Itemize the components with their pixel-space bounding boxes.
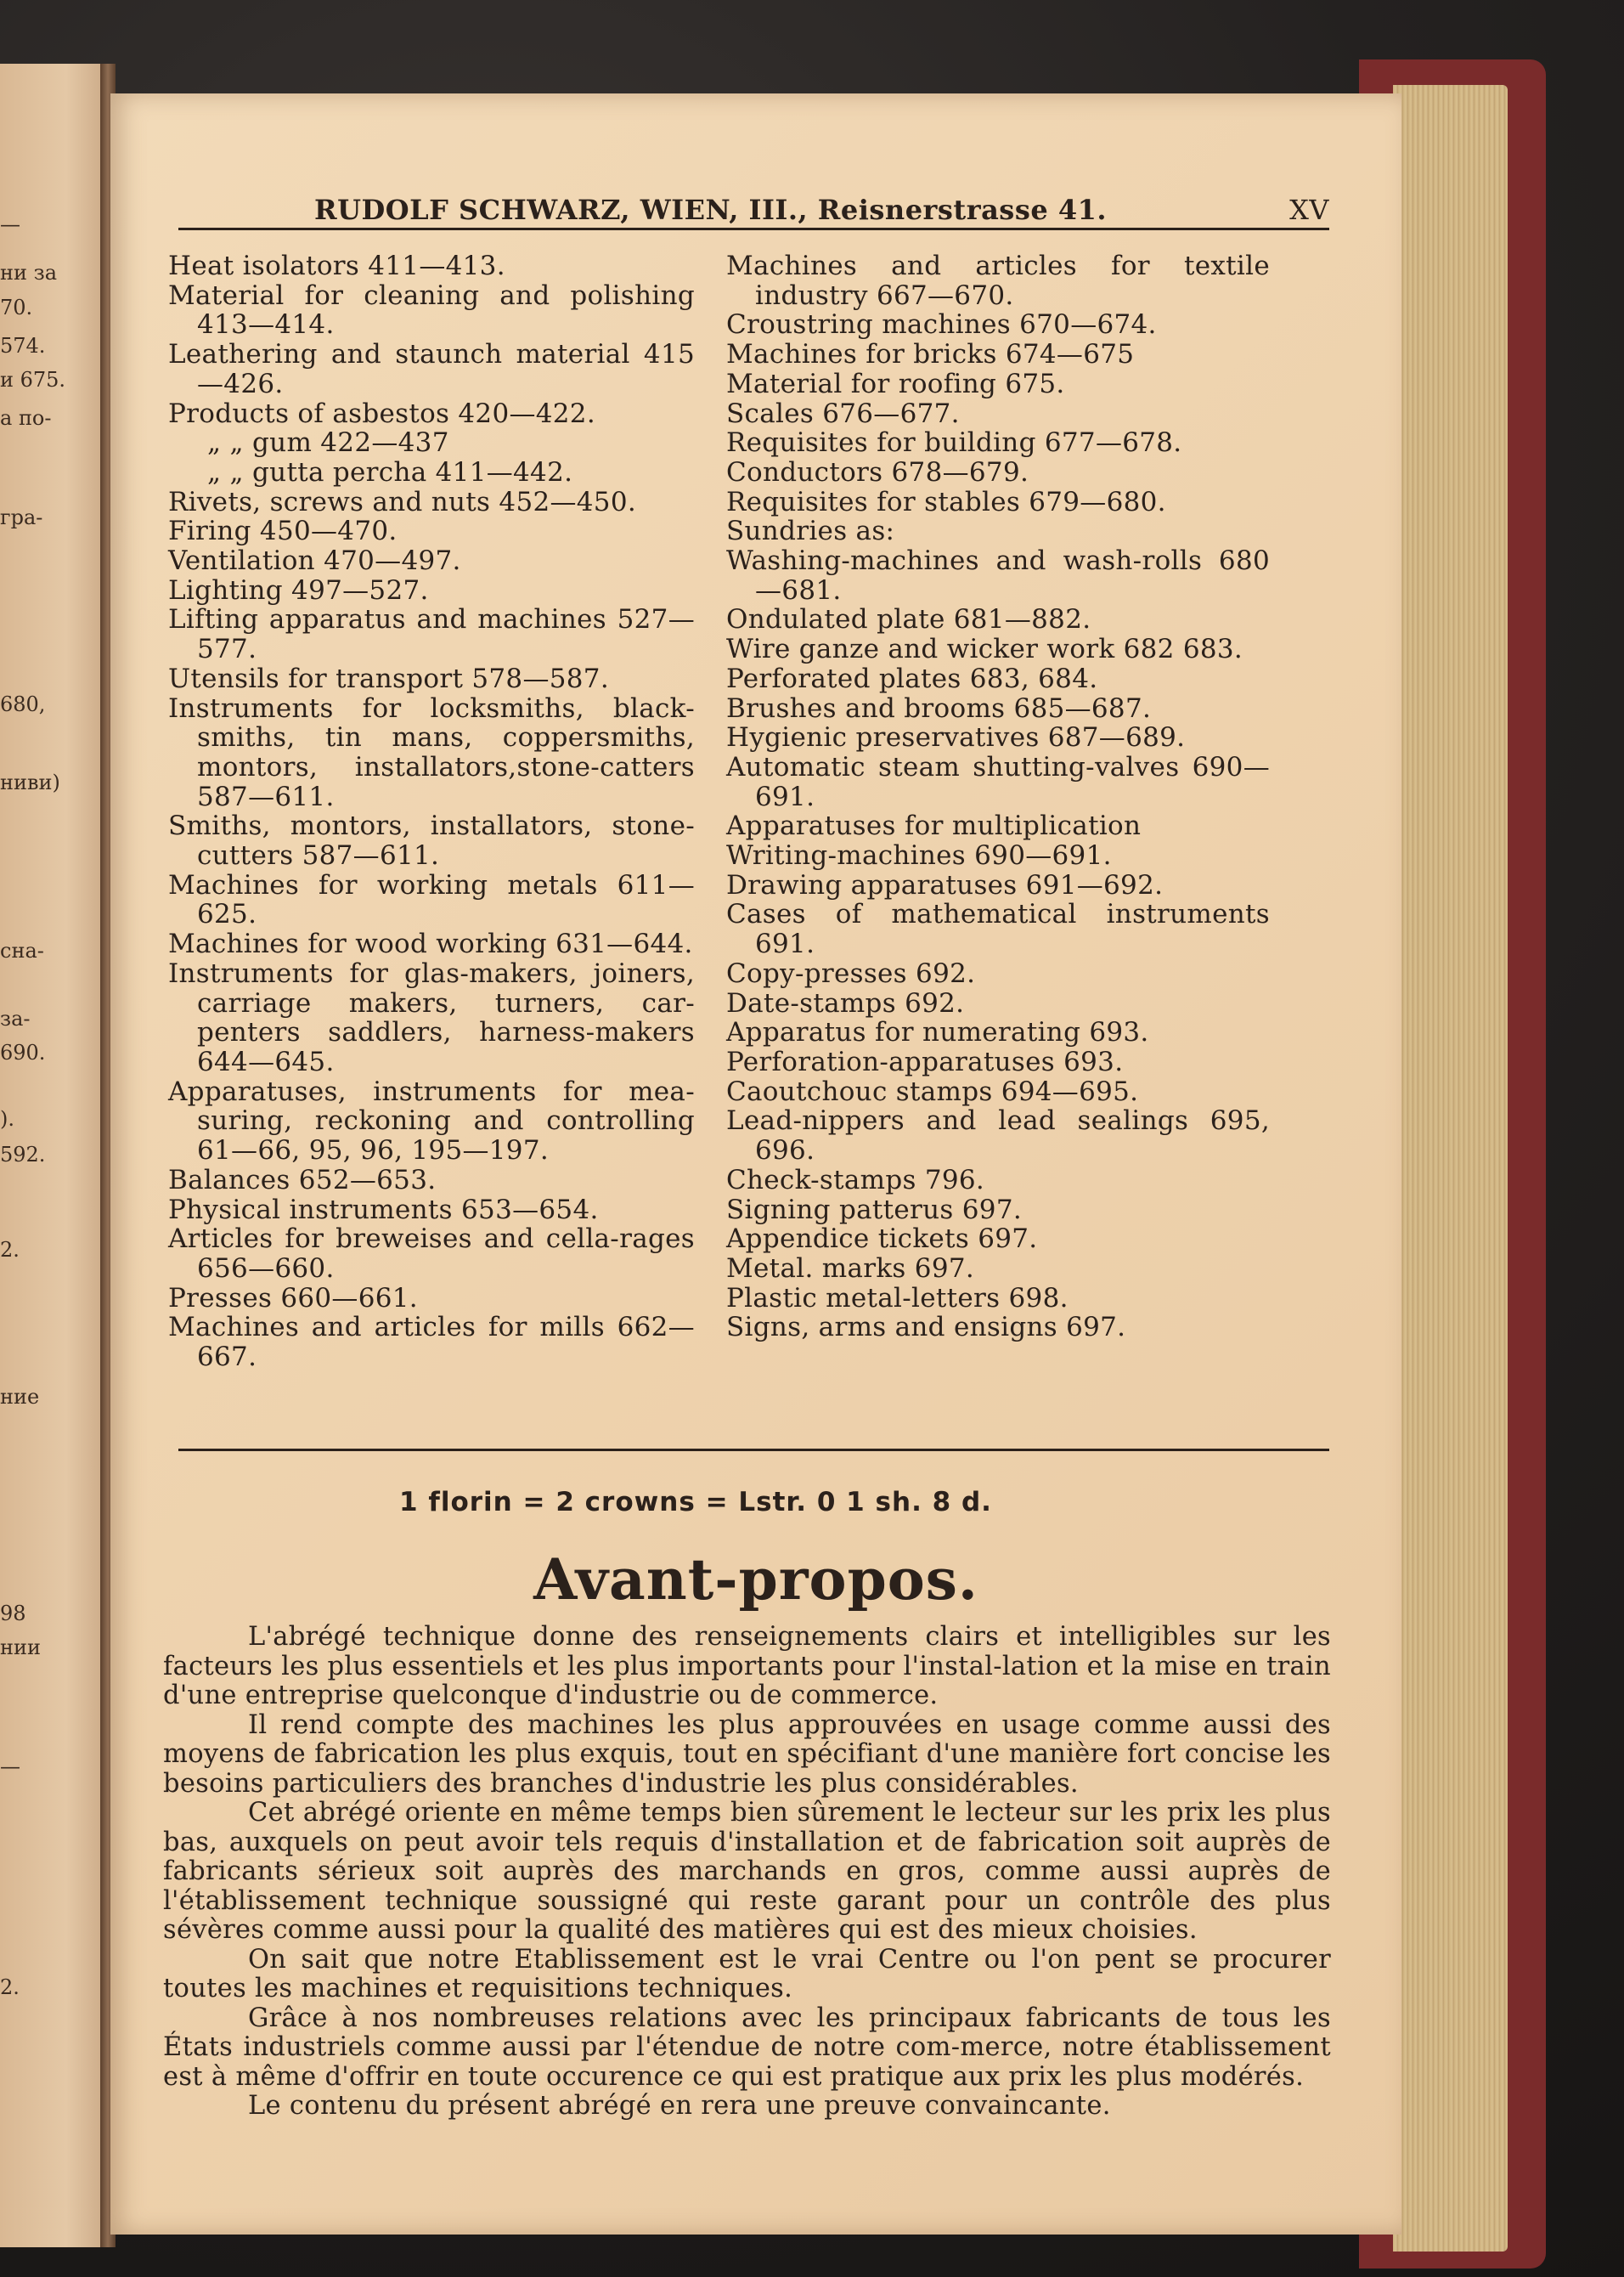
index-entry: Utensils for transport 578—587.: [168, 663, 609, 694]
index-entry: Material for roofing 675.: [726, 368, 1065, 399]
facing-page: [0, 64, 112, 2247]
facing-page-fragment: 574.: [0, 334, 46, 358]
facing-page-fragment: 2.: [0, 1238, 20, 1262]
index-entry: Requisites for building 677—678.: [726, 427, 1182, 459]
header-rule: [178, 228, 1329, 230]
facing-page-fragment: 690.: [0, 1041, 46, 1065]
index-entry: Hygienic preservatives 687—689.: [726, 722, 1186, 754]
facing-page-fragment: за-: [0, 1007, 31, 1031]
index-entry: Machines for bricks 674—675: [726, 339, 1135, 370]
index-entry: Perforation-apparatuses 693.: [726, 1046, 1124, 1077]
index-entry: Ondulated plate 681—882.: [726, 604, 1091, 636]
section-heading: Avant-propos.: [533, 1546, 978, 1613]
index-entry: Machines and articles for mills 662—667.: [168, 1312, 695, 1373]
index-entry: Automatic steam shutting-valves 690—691.: [726, 751, 1270, 812]
index-entry: Heat isolators 411—413.: [168, 251, 505, 281]
facing-page-fragment: 2.: [0, 1975, 20, 1999]
facing-page-fragment: ).: [0, 1107, 14, 1131]
index-entry: Metal. marks 697.: [726, 1252, 975, 1284]
index-entry: Rivets, screws and nuts 452—450.: [168, 486, 637, 517]
index-entry: Instruments for locksmiths, black-smiths, tin mans, coppersmiths, montors, installators,stone-catters 587—611.: [168, 692, 695, 812]
facing-page-fragment: —: [0, 1754, 20, 1778]
index-entry: Firing 450—470.: [168, 516, 398, 547]
index-entry: Copy-presses 692.: [726, 958, 976, 989]
paragraph: Il rend compte des machines les plus approuvées en usage comme aussi des moyens de fabrication les plus exquis, tout en spécifiant d'une manière fort concise les besoins particuliers des branches d'industrie les plus considérables.: [163, 1709, 1331, 1799]
index-entry: Signs, arms and ensigns 697.: [726, 1312, 1126, 1343]
facing-page-fragment: сна-: [0, 939, 44, 963]
index-entry: Scales 676—677.: [726, 398, 960, 429]
index-entry: Brushes and brooms 685—687.: [726, 692, 1152, 724]
facing-page-fragment: и 675.: [0, 368, 66, 392]
book-page: [110, 93, 1401, 2235]
paragraph: Cet abrégé oriente en même temps bien sûrement le lecteur sur les prix les plus bas, auxquels on peut avoir tels requis d'installation et de fabrication soit auprès de fabricants sérieux soit auprès des marchands en gros, comme aussi auprès de l'établissement technique soussigné qui reste garant pour un contrôle des plus sévères comme aussi pour la qualité des matières qui est des mieux choisies.: [163, 1798, 1331, 1945]
index-entry: Apparatus for numerating 693.: [726, 1017, 1149, 1048]
facing-page-fragment: 592.: [0, 1143, 46, 1167]
header-title: RUDOLF SCHWARZ, WIEN, III., Reisnerstrasse 41.: [314, 194, 1107, 226]
index-entry: Wire ganze and wicker work 682 683.: [726, 634, 1243, 665]
index-entry: Machines for working metals 611—625.: [168, 869, 695, 930]
facing-page-fragment: нии: [0, 1636, 41, 1659]
index-entry: „ „ gum 422—437: [207, 427, 449, 459]
index-entry: Products of asbestos 420—422.: [168, 398, 595, 429]
index-entry: Lighting 497—527.: [168, 574, 429, 606]
facing-page-fragment: 70.: [0, 296, 33, 319]
index-entry: Material for cleaning and polishing 413—414.: [168, 280, 695, 341]
facing-page-fragment: ни за: [0, 261, 58, 285]
index-entry: Signing patterus 697.: [726, 1194, 1022, 1225]
index-entry: Perforated plates 683, 684.: [726, 663, 1098, 694]
index-entry: Machines for wood working 631—644.: [168, 929, 693, 960]
paragraph: Grâce à nos nombreuses relations avec les principaux fabricants de tous les États industriels comme aussi par l'étendue de notre com-merce, notre établissement est à même d'offrir en toute occurence ce qui est pratique aux prix les plus modérés.: [163, 2003, 1331, 2092]
facing-page-fragment: 680,: [0, 692, 46, 716]
index-entry: Caoutchouc stamps 694—695.: [726, 1076, 1139, 1107]
index-column-left: [168, 251, 695, 1372]
paragraph: Le contenu du présent abrégé en rera une preuve convaincante.: [248, 2091, 1111, 2121]
page-edges: [1393, 85, 1508, 2252]
index-entry: Lead-nippers and lead sealings 695, 696.: [726, 1105, 1270, 1167]
index-entry: „ „ gutta percha 411—442.: [207, 456, 573, 488]
foreword-text: [163, 1623, 1331, 2122]
index-entry: Leathering and staunch material 415—426.: [168, 339, 695, 399]
index-column-right: [726, 251, 1270, 1342]
paragraph: On sait que notre Etablissement est le vrai Centre ou l'on pent se procurer toutes les machines et requisitions techniques.: [163, 1944, 1331, 2003]
index-entry: Plastic metal-letters 698.: [726, 1282, 1069, 1314]
index-entry: Appendice tickets 697.: [726, 1223, 1038, 1255]
facing-page-fragment: ниви): [0, 771, 60, 794]
facing-page-fragment: гра-: [0, 506, 43, 529]
index-entry: Requisites for stables 679—680.: [726, 486, 1166, 517]
index-entry: Machines and articles for textile industry 667—670.: [726, 251, 1270, 311]
index-entry: Croustring machines 670—674.: [726, 309, 1157, 341]
page-number: XV: [1289, 194, 1329, 226]
section-rule: [178, 1449, 1329, 1451]
index-entry: Writing-machines 690—691.: [726, 840, 1112, 872]
facing-page-fragment: ние: [0, 1385, 40, 1409]
index-entry: Date-stamps 692.: [726, 987, 965, 1019]
facing-page-fragment: —: [0, 212, 20, 236]
index-entry: Washing-machines and wash-rolls 680—681.: [726, 545, 1270, 606]
exchange-rate-line: 1 florin = 2 crowns = Lstr. 0 1 sh. 8 d.: [399, 1487, 992, 1517]
paragraph: L'abrégé technique donne des renseignements clairs et intelligibles sur les facteurs les plus essentiels et les plus importants pour l'instal-lation et la mise en train d'une entreprise quelconque d'industrie ou de commerce.: [163, 1622, 1331, 1710]
index-entry: Apparatuses, instruments for mea-suring, reckoning and controlling 61—66, 95, 96, 195—197.: [168, 1076, 695, 1167]
facing-page-fragment: а по-: [0, 406, 52, 430]
index-entry: Articles for breweises and cella-rages 656—660.: [168, 1223, 695, 1284]
index-entry: Instruments for glas-makers, joiners, carriage makers, turners, car-penters saddlers, harness-makers 644—645.: [168, 958, 695, 1077]
index-entry: Apparatuses for multiplication: [726, 811, 1142, 842]
index-entry: Physical instruments 653—654.: [168, 1194, 599, 1225]
index-entry: Conductors 678—679.: [726, 456, 1029, 488]
facing-page-fragment: 98: [0, 1602, 26, 1625]
index-entry: Check-stamps 796.: [726, 1164, 985, 1195]
index-entry: Smiths, montors, installators, stone-cutters 587—611.: [168, 811, 695, 872]
index-entry: Cases of mathematical instruments 691.: [726, 899, 1270, 960]
index-entry: Ventilation 470—497.: [168, 545, 461, 577]
running-header: [178, 194, 1329, 228]
index-entry: Presses 660—661.: [168, 1282, 418, 1314]
index-entry: Balances 652—653.: [168, 1164, 437, 1195]
index-entry: Sundries as:: [726, 516, 895, 547]
index-entry: Drawing apparatuses 691—692.: [726, 869, 1164, 901]
index-entry: Lifting apparatus and machines 527—577.: [168, 604, 695, 665]
